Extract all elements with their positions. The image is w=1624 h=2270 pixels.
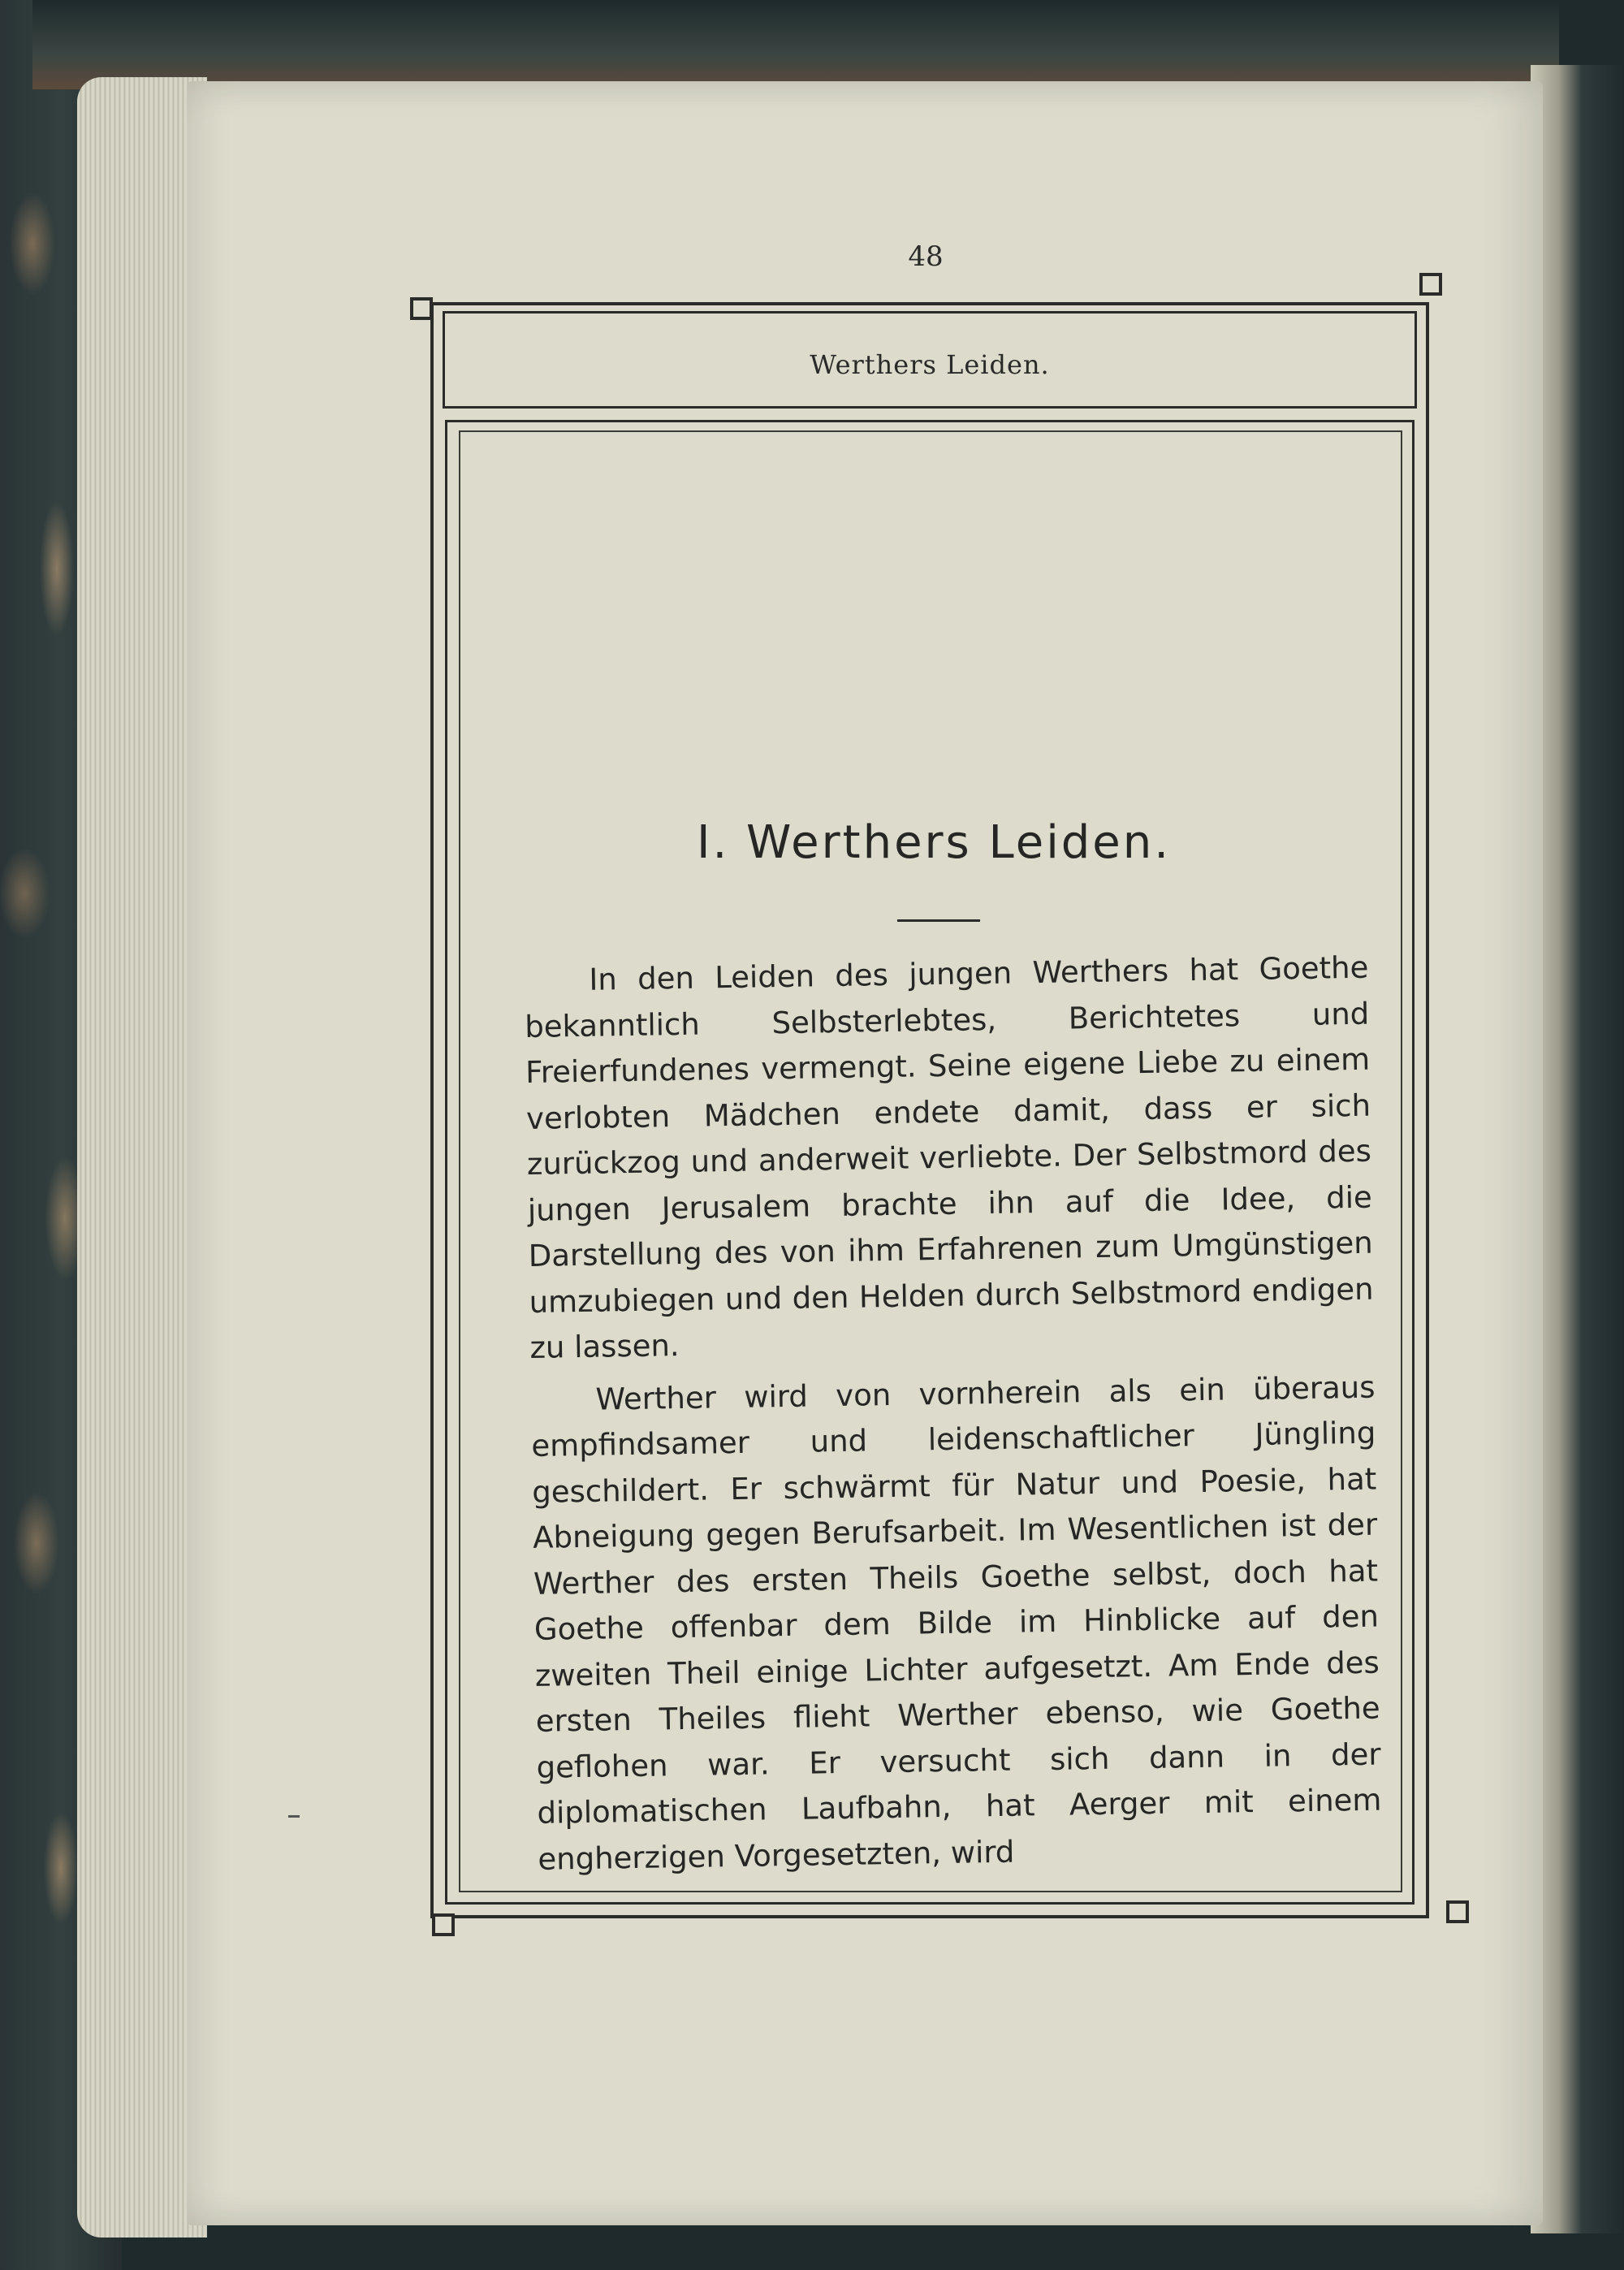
frame-corner-bottom-left — [432, 1913, 455, 1936]
right-page-edge — [1531, 65, 1624, 2233]
book-cover-top-edge — [32, 0, 1559, 89]
paragraph-1: In den Leiden des jungen Werthers hat Goethe bekanntlich Selbsterlebtes, Berichtetes und Freierfundenes vermengt. Seine eigene Liebe zu einem verlobten Mädchen endete damit, dass er sich zurückzog und anderweit verliebte. Der Selbstmord des jungen Jerusalem brachte ihn auf die Idee, die Darstellung des von ihm Erfahrenen zum Umgünstigen umzubiegen und den Helden durch Selbstmord endigen zu lassen. — [524, 949, 1374, 1365]
running-head: Werthers Leiden. — [810, 349, 1050, 380]
stray-mark — [288, 1815, 300, 1818]
frame-corner-top-left — [410, 297, 433, 320]
chapter-title: I. Werthers Leiden. — [696, 816, 1172, 869]
paragraph-2: Werther wird von vornherein als ein überaus empfindsamer und leidenschaftlicher Jüngling geschildert. Er schwärmt für Natur und Poesie, hat Abneigung gegen Berufsarbeit. Im Wesentlichen ist der Werther des ersten Theils Goethe selbst, doch hat Goethe offenbar dem Bilde im Hinblicke auf den zweiten Theil einige Lichter aufgesetzt. Am Ende des ersten Theiles flieht Werther ebenso, wie Goethe geflohen war. Er versucht sich dann in der diplomatischen Laufbahn, hat Aerger mit einem engherzigen Vorgesetzten, wird — [531, 1369, 1382, 1877]
title-rule — [897, 919, 980, 922]
body-text — [524, 945, 1383, 1889]
frame-corner-bottom-right — [1446, 1900, 1469, 1923]
page-number: 48 — [908, 240, 944, 273]
frame-corner-top-right — [1419, 273, 1442, 296]
